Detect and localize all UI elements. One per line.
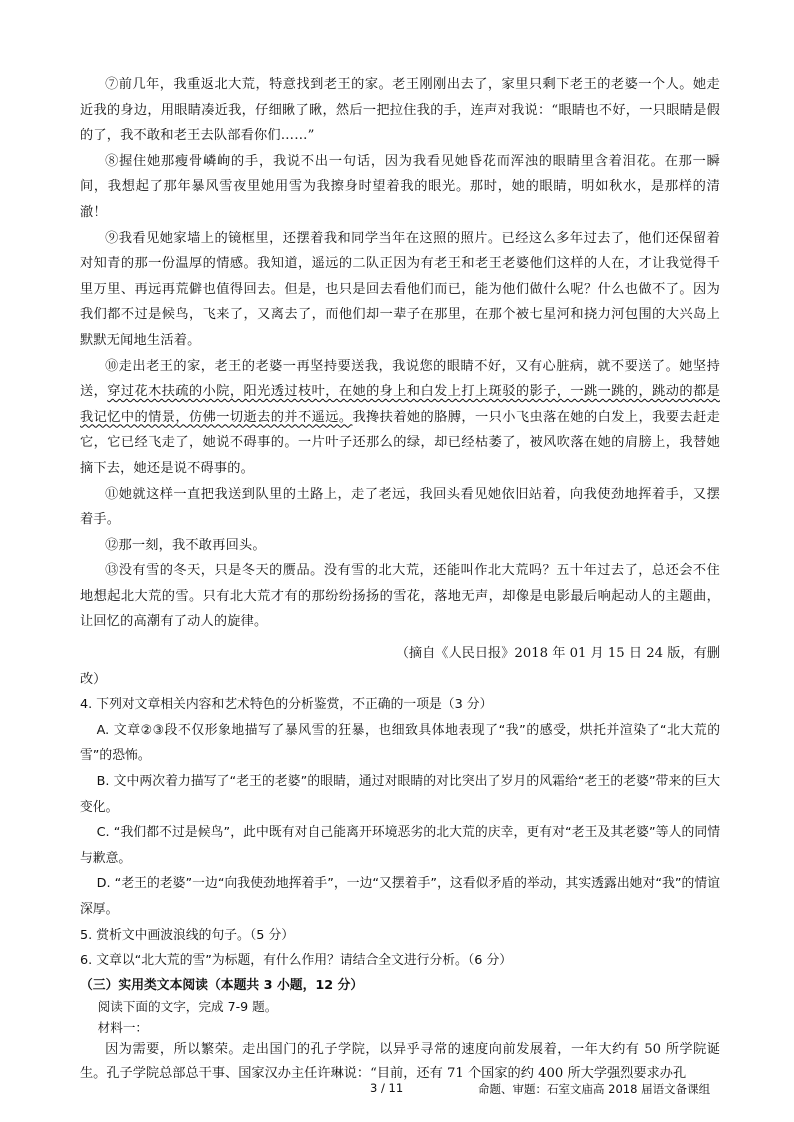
reading-instruction: 阅读下面的文字，完成 7-9 题。 bbox=[97, 998, 278, 1014]
question-4-option-d: D. “老王的老婆”一边“向我使劲地挥着手”，一边“又摆着手”，这看似矛盾的举动，其实透露出她对“我”的情谊深厚。 bbox=[80, 876, 720, 917]
source-citation bbox=[80, 641, 720, 692]
section-3-heading: （三）实用类文本阅读（本题共 3 小题，12 分） bbox=[80, 977, 364, 993]
paragraph-7: ⑦前几年，我重返北大荒，特意找到老王的家。老王刚刚出去了，家里只剩下老王的老婆一个人。她走近我的身边，用眼睛凑近我，仔细瞅了瞅，然后一把拉住我的手，连声对我说：“眼睛也不好，一只眼睛是假的了，我不敢和老王去队部看你们……” bbox=[80, 77, 720, 144]
page-number: 3 / 11 bbox=[370, 1081, 404, 1095]
paragraph-8: ⑧握住她那瘦骨嶙峋的手，我说不出一句话，因为我看见她昏花而浑浊的眼睛里含着泪花。在那一瞬间，我想起了那年暴风雪夜里她用雪为我擦身时望着我的眼光。那时，她的眼睛，明如秋水，是那样的清澈！ bbox=[80, 153, 720, 220]
paragraph-12: ⑫那一刻，我不敢再回头。 bbox=[105, 537, 266, 553]
wavy-underlined-sentence: 穿过花木扶疏的小院，阳光透过枝叶，在她的身上和白发上打上斑驳的影子，一跳一跳的，跳动的都是我记忆中的情景，仿佛一切逝去的并不遥远。 bbox=[80, 384, 720, 425]
source-line-2: 改） bbox=[80, 671, 107, 687]
question-4-option-c: C. “我们都不过是候鸟”，此中既有对自己能离开环境恶劣的北大荒的庆幸，更有对“老王及其老婆”等人的同情与歉意。 bbox=[80, 825, 720, 866]
question-4-option-b: B. 文中两次着力描写了“老王的老婆”的眼睛，通过对眼睛的对比突出了岁月的风霜给“老王的老婆”带来的巨大变化。 bbox=[80, 774, 720, 815]
question-6: 6. 文章以“北大荒的雪”为标题，有什么作用？请结合全文进行分析。（6 分） bbox=[80, 953, 513, 969]
paragraph-9: ⑨我看见她家墙上的镜框里，还摆着我和同学当年在这照的照片。已经这么多年过去了，他们还保留着对知青的那一份温厚的情感。我知道，遥远的二队正因为有老王和老王老婆他们这样的人在，才让我觉得千里万里、再远再荒僻也值得回去。但是，也只是回去看他们而已，能为他们做什么呢？什么也做不了。因为我们都不过是候鸟，飞来了，又离去了，而他们却一辈子在那里，在那个被七星河和挠力河包围的大兴岛上默默无闻地生活着。 bbox=[80, 230, 720, 348]
question-4-stem: 4. 下列对文章相关内容和艺术特色的分析鉴赏，不正确的一项是（3 分） bbox=[80, 697, 493, 713]
question-4-option-a: A. 文章②③段不仅形象地描写了暴风雪的狂暴，也细致具体地表现了“我”的感受，烘托并渲染了“北大荒的雪”的恐怖。 bbox=[80, 722, 720, 764]
paragraph-10-before: ⑩走出老王的家，老王的老婆一再坚持要送我，我说您的眼睛不好，又有心脏病，就不要送了。她坚持送， bbox=[80, 358, 720, 400]
material-1-body: 因为需要，所以繁荣。走出国门的孔子学院，以异乎寻常的速度向前发展着，一年大约有 50 所学院诞生。孔子学院总部总干事、国家汉办主任许琳说：“目前，还有 71 个国家的约 400 所大学强烈要求办孔 bbox=[80, 1041, 720, 1081]
paragraph-13: ⑬没有雪的冬天，只是冬天的赝品。没有雪的北大荒，还能叫作北大荒吗？五十年过去了，总还会不住地想起北大荒的雪。只有北大荒才有的那纷纷扬扬的雪花，落地无声，却像是电影最后响起动人的主题曲，让回忆的高潮有了动人的旋律。 bbox=[80, 563, 720, 630]
paragraph-10-after: 我搀扶着她的胳膊，一只小飞虫落在她的白发上，我要去赶走它，它已经飞走了，她说不碍事的。一片叶子还那么的绿，却已经枯萎了，被风吹落在她的肩膀上，我替她摘下去，她还是说不碍事的。 bbox=[80, 409, 720, 476]
page-content bbox=[80, 72, 720, 1086]
material-1-label: 材料一： bbox=[97, 1019, 148, 1035]
question-5: 5. 赏析文中画波浪线的句子。（5 分） bbox=[80, 927, 295, 943]
paragraph-11: ⑪她就这样一直把我送到队里的土路上，走了老远，我回头看见她依旧站着，向我使劲地挥着手，又摆着手。 bbox=[80, 486, 720, 528]
footer-credit: 命题、审题：石室文庙高 2018 届语文备课组 bbox=[478, 1082, 711, 1096]
paragraph-10 bbox=[80, 354, 720, 482]
page-footer bbox=[0, 1081, 794, 1101]
source-line-1: （摘自《人民日报》2018 年 01 月 15 日 24 版，有删 bbox=[395, 646, 720, 662]
